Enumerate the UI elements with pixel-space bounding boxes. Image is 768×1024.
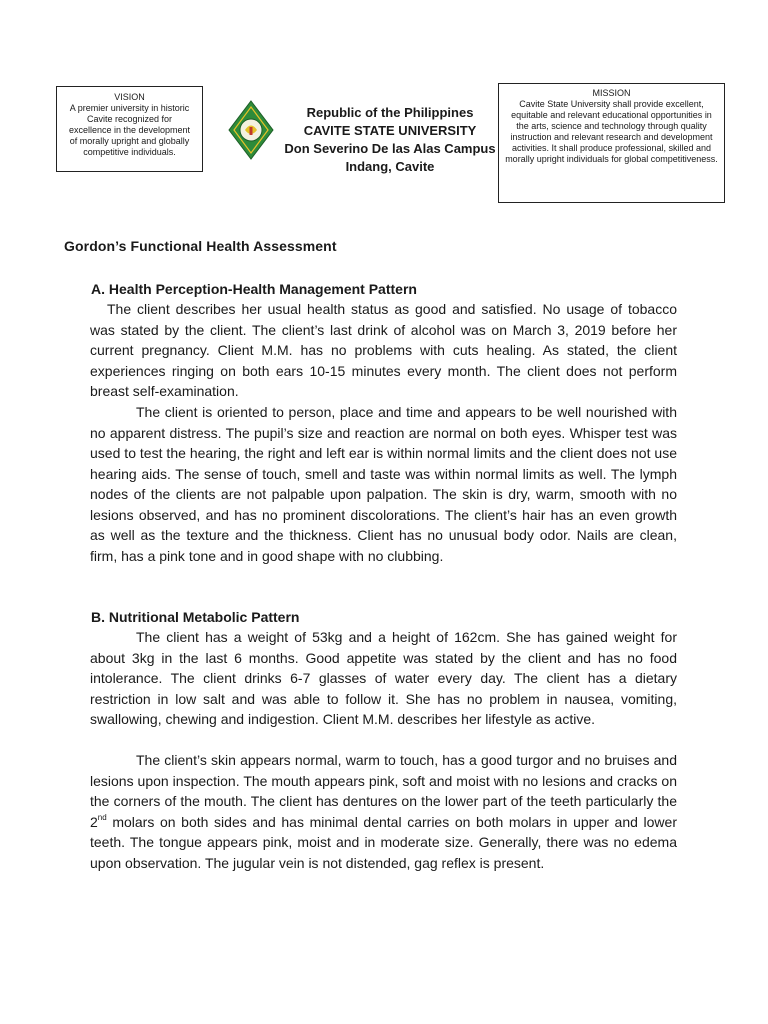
section-b-heading: B. Nutritional Metabolic Pattern — [91, 609, 300, 625]
section-b-p2-text-2: molars on both sides and has minimal dental carries on both molars in upper and lower teeth. The tongue appears pink, moist and in moderate size. Generally, there was no edema upon observation. The jugular vein is not distended, gag reflex is present. — [90, 813, 677, 871]
header-university: CAVITE STATE UNIVERSITY — [303, 123, 477, 138]
vision-box — [56, 86, 203, 172]
section-b-p2-text-1: The client’s skin appears normal, warm to touch, has a good turgor and no bruises and lesions upon inspection. The mouth appears pink, soft and moist with no lesions and cracks on the corners of the mouth. The client has dentures on the lower part of the teeth particularly the 2 — [90, 752, 677, 830]
header-republic: Republic of the Philippines — [306, 105, 474, 120]
section-a-paragraph-1: The client describes her usual health status as good and satisfied. No usage of tobacco was stated by the client. The client’s last drink of alcohol was on March 3, 2019 before her current pregnancy. Client M.M. has no problems with cuts healing. As stated, the client experiences ringing on both ears 10-15 minutes every month. The client does not perform breast self-examination. — [90, 301, 677, 399]
document-title: Gordon’s Functional Health Assessment — [64, 238, 337, 254]
mission-title: MISSION — [592, 88, 631, 98]
vision-text: A premier university in historic Cavite recognized for excellence in the development of morally upright and globally competitive individuals. — [68, 103, 191, 157]
section-a-heading: A. Health Perception-Health Management Pattern — [91, 281, 417, 297]
university-header — [276, 104, 504, 176]
section-b-paragraph-1: The client has a weight of 53kg and a height of 162cm. She has gained weight for about 3kg in the last 6 months. Good appetite was stated by the client and has no food intolerance. The client drinks 6-7 glasses of water every day. The client has a dietary restriction in low salt and was able to follow it. She has no problem in nausea, vomiting, swallowing, chewing and indigestion. Client M.M. describes her lifestyle as active. — [90, 629, 677, 727]
section-b-paragraph-2 — [90, 750, 677, 873]
header-campus: Don Severino De las Alas Campus — [284, 141, 496, 156]
ordinal-superscript: nd — [97, 812, 107, 822]
header-location: Indang, Cavite — [345, 159, 435, 174]
mission-box — [498, 83, 725, 203]
mission-text: Cavite State University shall provide excellent, equitable and relevant educational opportunities in the arts, science and technology through quality instruction and relevant research and development activities. It shall produce professional, skilled and morally upright individuals for global competitiveness. — [505, 99, 718, 164]
section-a-paragraph-2: The client is oriented to person, place and time and appears to be well nourished with no apparent distress. The pupil’s size and reaction are normal on both eyes. Whisper test was used to test the hearing, the right and left ear is within normal limits and the client does not use hearing aids. The sense of touch, smell and taste was within normal limits as well. The lymph nodes of the clients are not palpable upon palpation. The skin is dry, warm, smooth with no lesions observed, and has no prominent discolorations. The client’s hair has an even growth as well as the texture and the thickness. Client has no unusual body odor. Nails are clean, firm, has a pink tone and in good shape with no clubbing. — [90, 404, 677, 564]
vision-title: VISION — [114, 92, 145, 102]
university-seal-icon — [228, 100, 274, 160]
